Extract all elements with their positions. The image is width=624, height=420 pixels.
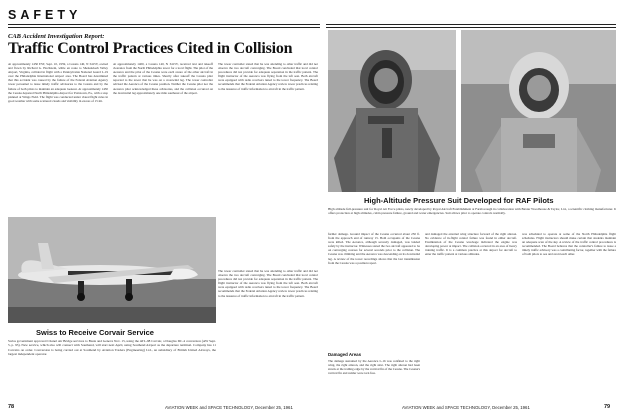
photo-caption-heading: Swiss to Receive Corvair Service (36, 328, 154, 337)
article-column-1: At approximately 1450 EST, Sept. 10, 1959, a Cessna 140, N 3415V, owned and flown by Richard G. Hochstein, while en route to Shenandoah Valley Airport, Virginia, collided in flight with a Pennsylvania National Guard L-19 over the Philadelphia International Airport area. The Board has determined that this accident was caused by the failure of the Federal Aviation Agency tower personnel to issue timely traffic advisories to the Cessna and by the failure of both pilots to maintain an adequate lookout. At approximately 1430 the Cessna departed North Philadelphia Airport for Pottstown, Pa., with a stop planned at Wings Field. The flight was conducted under visual flight rules in good weather with some scattered clouds and visibility in excess of 15 mi. (8, 62, 108, 103)
suit-caption-text: High altitude full-pressure suit for Royal Air Force pilots, newly developed by Royal Aircraft Establishment at Farnborough in collaboration with Baxter Woodhouse & Taylor, Ltd., a scientific clothing manufacturer. It offers protection at high altitudes, cabin pressure failure, ground and water emergencies. Suit allows pilot to operate controls normally. (328, 207, 616, 216)
pressure-suit-photo-2 (461, 30, 616, 192)
pilot-helmet-closeup-image (461, 30, 616, 192)
suit-caption-heading: High-Altitude Pressure Suit Developed for RAF Pilots (364, 196, 554, 205)
subhead-damaged-areas: Damaged Areas (328, 352, 362, 357)
photo-caption-text: Swiss government approved Chanel Air Bridge services to Basle and Geneva Nov. 15, using the ATL-98 Carvair, a Douglas DC-4 conversion (AW Sept. 5, p. 93). New service, which also will connect with Southend, will start next April, using Southend Airport as the departure terminal. Company has 11 Carvairs on order. Conversion is being carried out at Southend by Aviation Traders (Engineering) Ltd., an subsidiary of British United Airways, the largest independent operator. (8, 339, 216, 357)
pressure-suit-photo-1 (328, 30, 456, 192)
pilot-in-pressure-suit-image (328, 30, 456, 192)
right-column-3: was scheduled to operate at some of the North Philadelphia flight schedules. Flight instructors should make certain that students maintain an adequate scan of the sky. A review of the traffic control procedures is recommended. The Board believes that the controller's failure to issue a timely traffic advisory was a contributing factor, together with the failure of both pilots to see and avoid each other. (522, 232, 616, 257)
article-kicker: CAB Accident Investigation Report: (8, 33, 105, 40)
right-column-2: and damaged the external wing structure forward of the right aileron. No evidence of in-flight control failure was found in either aircraft. Examination of the Cessna wreckage indicated the engine was developing power at impact. The collision occurred in an area of heavy training traffic. It is a common practice at this airport for aircraft to enter the traffic pattern at various altitudes. (425, 232, 517, 257)
article-headline: Traffic Control Practices Cited in Collision (8, 40, 293, 57)
page-number-left: 78 (8, 404, 15, 410)
header-rule-right (326, 24, 616, 25)
header-rule (8, 24, 320, 25)
footer-right: AVIATION WEEK and SPACE TECHNOLOGY, December 25, 1961 (402, 405, 530, 410)
header-rule-right (326, 27, 616, 28)
section-header: SAFETY (8, 8, 82, 22)
article-column-2: At approximately 1400, a Cessna 140, N 3415V, received taxi and takeoff clearance from the North Philadelphia tower for a local flight. The pilot of the Aeronca and the pilot of the Cessna were each aware of the other aircraft in the traffic pattern at various times. Shortly after takeoff the Cessna pilot reported to the tower that he was on a crosswind leg. The tower controller advised the Aeronca of the Cessna position. Neither the Cessna pilot nor the Aeronca pilot acknowledged these advisories, and the collision occurred on the downwind leg approximately one mile southeast of the airport. (113, 62, 213, 95)
article-column-3: The tower controller stated that he was attending to other traffic and did not observe the two aircraft converging. The Board concluded that local control procedures did not provide for adequate separation in the traffic pattern. The flight instructor of the Aeronca was flying from the left seat. Both aircraft were equipped with radio receivers tuned to the tower frequency. The Board recommends that the Federal Aviation Agency review tower practices relating to the issuance of traffic information to aircraft in the traffic pattern. (218, 62, 318, 91)
carvair-aircraft-image (8, 217, 216, 323)
right-column-1: further damage. Ground impact of the Cessna occurred about 250 ft. from the approach end of runway 15. Both occupants of the Cessna were killed. The Aeronca, although severely damaged, was landed safely by the instructor. Witnesses stated the two aircraft appeared to be on converging courses for several seconds prior to the collision. The Cessna was climbing and the Aeronca was descending on its downwind leg. A review of the tower recordings shows that the last transmission from the Cessna was a position report. (328, 232, 420, 265)
carvair-photo (8, 217, 216, 323)
footer-left: AVIATION WEEK and SPACE TECHNOLOGY, December 25, 1961 (165, 405, 293, 410)
page-number-right: 79 (604, 404, 611, 410)
header-rule (8, 27, 320, 28)
right-column-1b: The damage sustained by the Aeronca L-16 was confined to the right wing, the right aileron, and the right strut. The right aileron had been struck at the trailing edge by the vertical fin of the Cessna. The Cessna's vertical fin and rudder were torn free. (328, 359, 420, 376)
article-column-3b: The tower controller stated that he was attending to other traffic and did not observe the two aircraft converging. The Board concluded that local control procedures did not provide for adequate separation in the traffic pattern. The flight instructor of the Aeronca was flying from the left seat. Both aircraft were equipped with radio receivers tuned to the tower frequency. The Board recommends that the Federal Aviation Agency review tower practices relating to the issuance of traffic information to aircraft in the traffic pattern. (218, 269, 318, 298)
